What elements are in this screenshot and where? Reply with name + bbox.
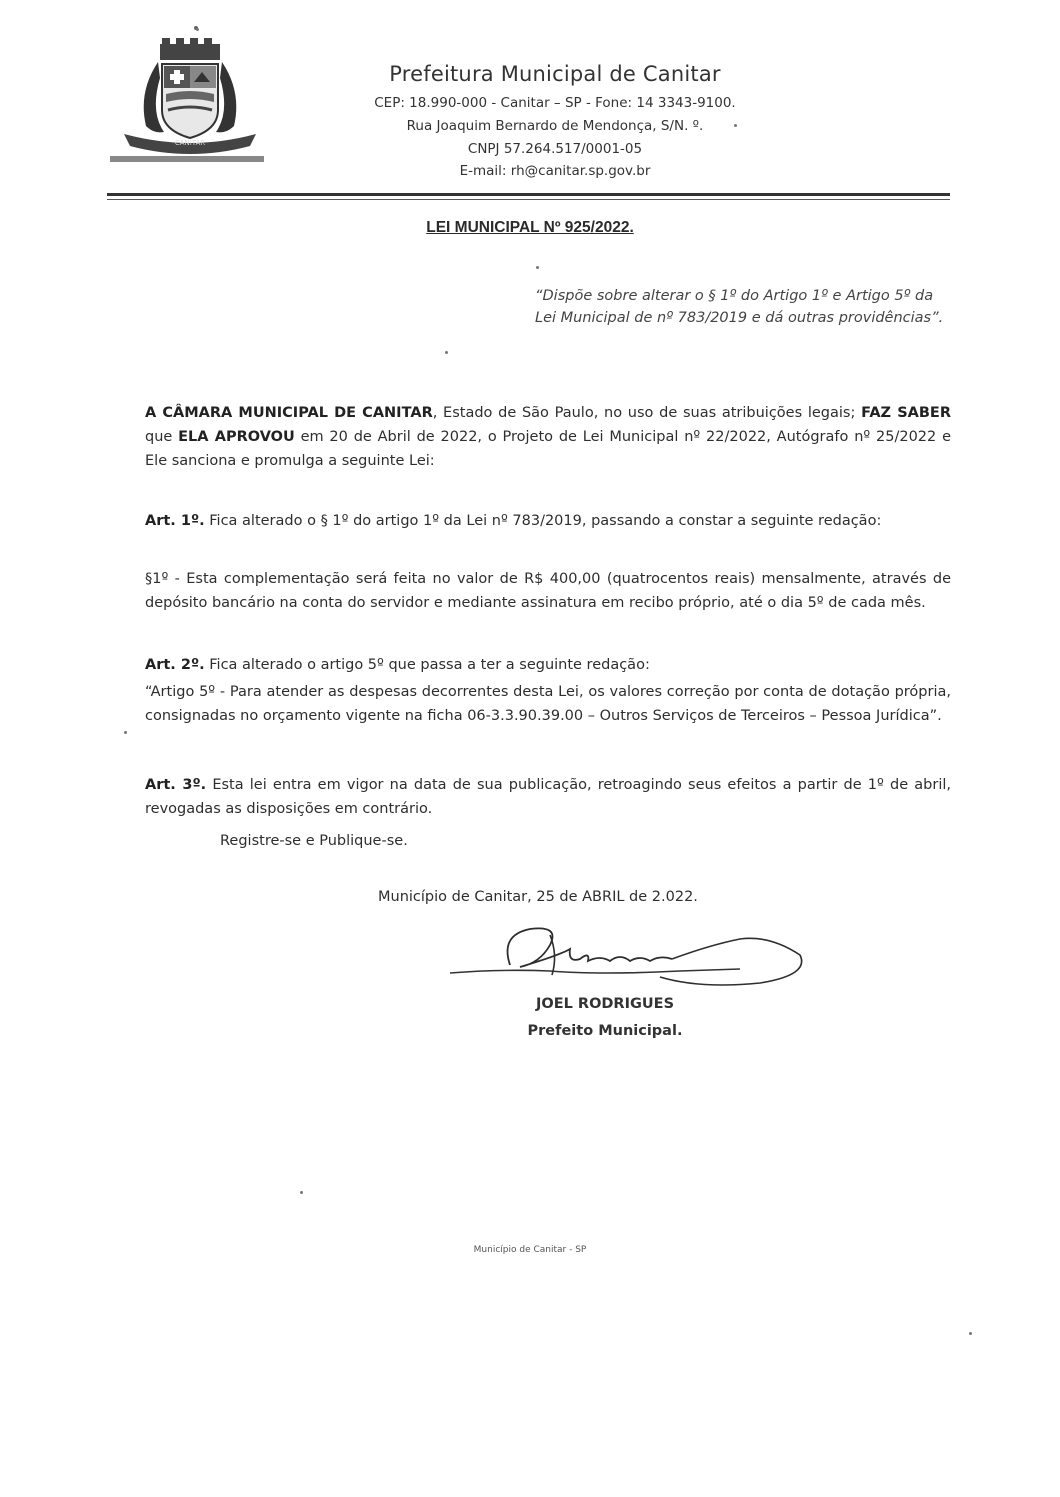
article-2-text: Fica alterado o artigo 5º que passa a ter a seguinte redação: [204,657,650,673]
scan-speck [124,731,127,734]
signer-title: Prefeito Municipal. [527,1023,683,1039]
article-2-label: Art. 2º. [145,657,205,673]
article-5-quote: “Artigo 5º - Para atender as despesas decorrentes desta Lei, os valores correção por conta de dotação própria, consignadas no orçamento vigente na ficha 06-3.3.90.39.00 – Outros Serviços de Terceiros – Pessoa Jurídica”. [145,684,951,724]
article-2 [145,653,951,677]
scan-speck [300,1191,303,1194]
institution-title: Prefeitura Municipal de Canitar [389,62,721,86]
address-line: Rua Joaquim Bernardo de Mendonça, S/N. º. [406,118,704,134]
cnpj-line: CNPJ 57.264.517/0001-05 [467,141,643,157]
svg-text:CANITAR: CANITAR [174,139,206,147]
closing-formula: Registre-se e Publique-se. [220,833,408,849]
email-line: E-mail: rh@canitar.sp.gov.br [459,163,651,179]
scan-speck [196,28,199,31]
scan-speck [445,351,448,354]
header-divider-thin [107,199,950,200]
intro-text-3: em 20 de Abril de 2022, o Projeto de Lei Municipal nº 22/2022, Autógrafo nº 25/2022 e Ele sanciona e promulga a seguinte Lei: [145,429,951,469]
coat-of-arms-logo [110,22,270,172]
paragraph-1 [145,567,951,615]
intro-paragraph [145,401,951,473]
scan-speck [969,1332,972,1335]
article-1-label: Art. 1º. [145,513,205,529]
article-3 [145,773,951,821]
article-3-text: Esta lei entra em vigor na data de sua publicação, retroagindo seus efeitos a partir de 1º de abril, revogadas as disposições em contrário. [145,777,952,817]
paragraph-1-label: §1º [145,571,169,587]
intro-bold-aprovou: ELA APROVOU [178,429,295,445]
intro-bold-chamber: A CÂMARA MUNICIPAL DE CANITAR [145,405,433,421]
intro-text-1: , Estado de São Paulo, no uso de suas atribuições legais; [432,405,862,421]
law-summary: “Dispõe sobre alterar o § 1º do Artigo 1º e Artigo 5º da Lei Municipal de nº 783/2019 e dá outras providências”. [535,288,944,326]
cep-phone-line: CEP: 18.990-000 - Canitar – SP - Fone: 14 3343-9100. [374,95,736,111]
paragraph-1-text: - Esta complementação será feita no valor de R$ 400,00 (quatrocentos reais) mensalmente, através de depósito bancário na conta do servidor e mediante assinatura em recibo próprio, até o dia 5º de cada mês. [145,571,951,611]
article-1-text: Fica alterado o § 1º do artigo 1º da Lei nº 783/2019, passando a constar a seguinte redação: [204,513,882,529]
article-1 [145,509,951,533]
date-line: Município de Canitar, 25 de ABRIL de 2.022. [378,889,698,905]
law-title: LEI MUNICIPAL Nº 925/2022. [426,219,634,236]
handwritten-signature [440,915,820,1005]
letterhead [330,62,780,182]
scan-speck [536,266,539,269]
intro-text-2: que [145,429,179,445]
article-3-label: Art. 3º. [145,777,207,793]
header-divider [107,193,950,196]
page-footer: Município de Canitar - SP [473,1245,587,1255]
scan-speck [734,124,737,127]
intro-bold-faz-saber: FAZ SABER [861,405,951,421]
signer-name: JOEL RODRIGUES [535,996,675,1012]
